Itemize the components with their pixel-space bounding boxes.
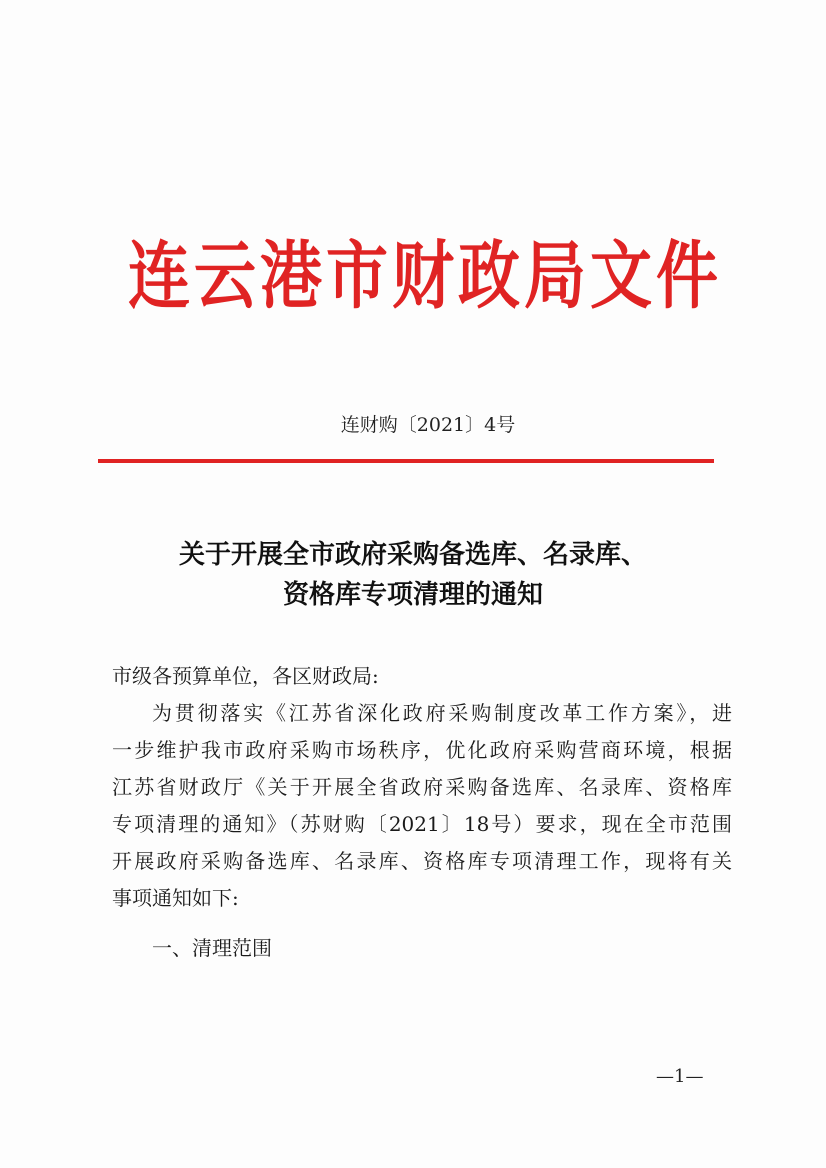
issuing-authority-title: 连云港市财政局文件 <box>128 232 723 319</box>
document-number: 连财购〔2021〕4号 <box>340 414 516 436</box>
paragraph-line: 为贯彻落实《江苏省深化政府采购制度改革工作方案》，进 <box>152 701 732 725</box>
page-number: —1— <box>656 1066 704 1087</box>
paragraph-line: 一步维护我市政府采购市场秩序，优化政府采购营商环境，根据 <box>112 738 732 762</box>
notice-title-line-1: 关于开展全市政府采购备选库、名录库、 <box>178 540 647 570</box>
paragraph-line: 事项通知如下: <box>112 886 239 910</box>
salutation: 市级各预算单位，各区财政局: <box>112 664 379 688</box>
section-heading: 一、清理范围 <box>152 936 272 960</box>
notice-title <box>0 535 826 615</box>
paragraph-line: 专项清理的通知》（苏财购〔2021〕18号）要求，现在全市范围 <box>112 812 732 836</box>
red-divider-line <box>98 459 714 463</box>
paragraph-line: 江苏省财政厅《关于开展全省政府采购备选库、名录库、资格库 <box>112 775 732 799</box>
body-text <box>112 658 732 917</box>
paragraph-line: 开展政府采购备选库、名录库、资格库专项清理工作，现将有关 <box>112 849 732 873</box>
notice-title-line-2: 资格库专项清理的通知 <box>282 580 543 610</box>
